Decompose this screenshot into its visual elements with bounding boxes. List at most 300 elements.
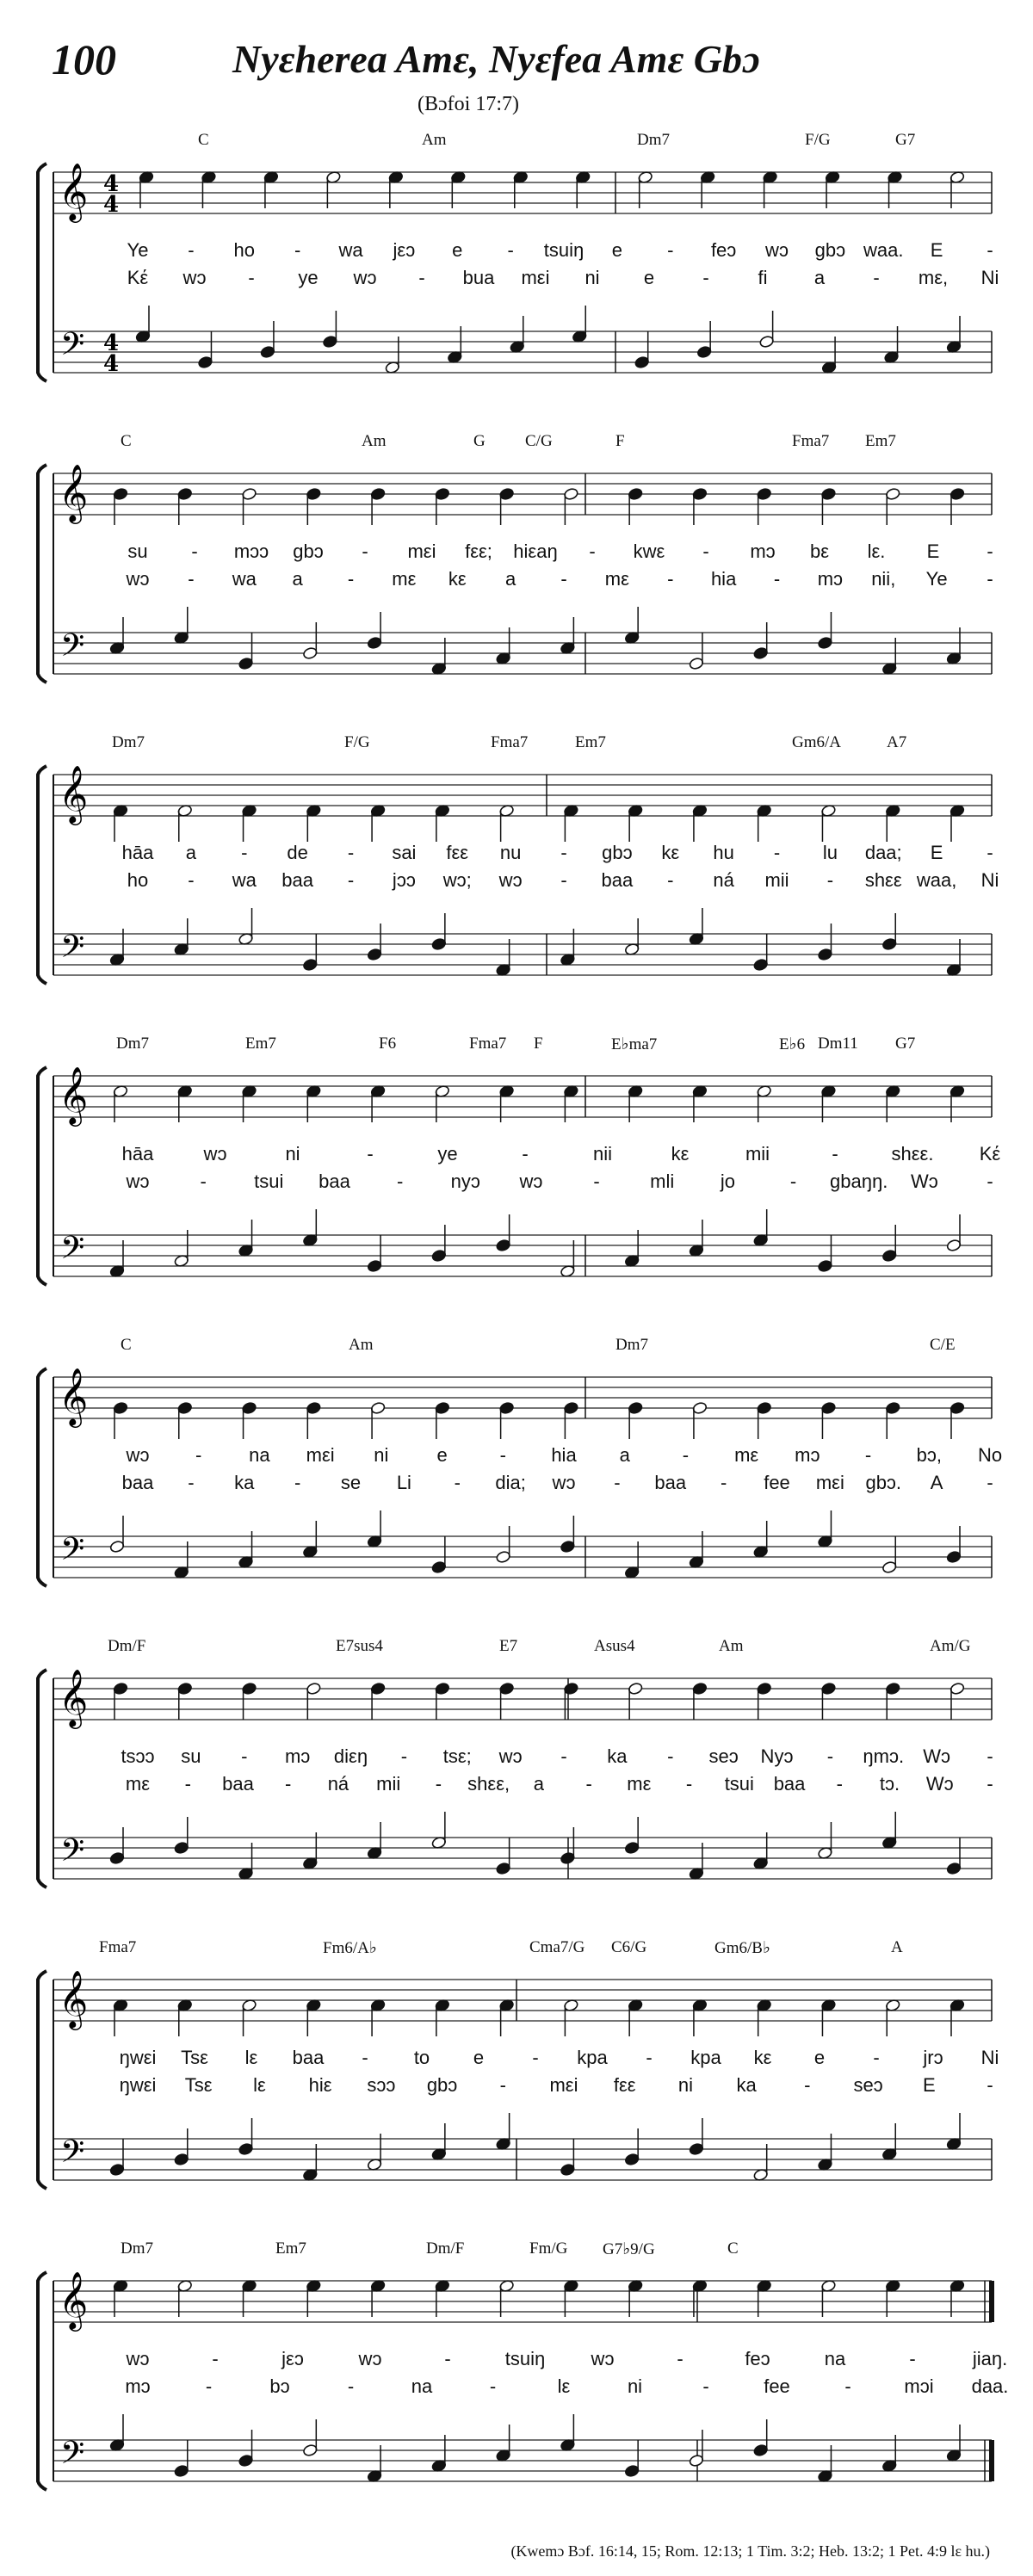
note — [302, 2419, 318, 2457]
lyric-syllable: waa. — [863, 239, 904, 261]
lyric-syllable: wɔ — [498, 869, 523, 891]
lyric-syllable: - — [987, 541, 993, 562]
note — [238, 908, 254, 946]
note — [109, 617, 125, 655]
note — [431, 1536, 447, 1574]
lyric-syllable: kpa — [690, 2047, 721, 2068]
lyric-syllable: bɔ, — [916, 1444, 942, 1466]
lyric-syllable: jεɔ — [393, 239, 416, 261]
note — [113, 804, 128, 842]
lyric-syllable: a — [505, 568, 516, 590]
system-5 — [0, 1334, 1033, 1635]
note — [238, 2118, 254, 2156]
note — [753, 2419, 769, 2457]
lyric-syllable: ná — [327, 1773, 349, 1795]
lyrics-verse-2 — [0, 2074, 1033, 2098]
note — [113, 487, 128, 525]
lyric-syllable: seɔ — [853, 2074, 883, 2096]
lyric-syllable: - — [804, 2074, 811, 2096]
lyric-syllable: jiaŋ. — [972, 2348, 1008, 2369]
system-7 — [0, 1937, 1033, 2238]
lyrics-verse-2 — [0, 1472, 1033, 1496]
note — [496, 2425, 511, 2462]
lyric-syllable: ná — [713, 869, 734, 891]
note — [821, 804, 837, 842]
note — [572, 306, 587, 343]
lyric-syllable: - — [864, 1444, 872, 1466]
lyric-syllable: a — [185, 842, 196, 863]
note — [370, 1998, 386, 2036]
lyrics-verse-1 — [0, 239, 1033, 263]
note — [496, 1526, 511, 1564]
lyric-syllable: - — [702, 267, 709, 288]
lyric-syllable: No — [977, 1444, 1003, 1466]
lyric-syllable: mɔ — [817, 568, 844, 590]
note — [174, 2440, 189, 2478]
lyric-syllable: - — [987, 568, 993, 590]
lyric-syllable: - — [789, 1171, 797, 1192]
note — [113, 1682, 128, 1720]
lyric-syllable: - — [560, 568, 567, 590]
lyric-syllable: gbɔ — [602, 842, 633, 863]
note — [692, 1682, 708, 1720]
note — [306, 1682, 321, 1720]
note — [696, 321, 712, 359]
note — [306, 487, 321, 525]
chord-symbol: Fm6/A♭ — [323, 1939, 377, 1957]
note — [306, 1401, 321, 1439]
note — [949, 1682, 965, 1720]
lyric-syllable: - — [589, 541, 596, 562]
lyric-syllable: diεŋ — [333, 1745, 368, 1767]
note — [302, 622, 318, 660]
lyric-syllable: wɔ — [353, 267, 377, 288]
note — [499, 1401, 515, 1439]
note — [367, 1822, 382, 1860]
chord-symbol: Em7 — [245, 1035, 276, 1053]
lyric-syllable: fee — [764, 2375, 790, 2397]
lyric-syllable: Ye — [925, 568, 948, 590]
chord-symbol: F — [615, 432, 625, 450]
note — [499, 487, 515, 525]
lyric-syllable: - — [593, 1171, 600, 1192]
lyric-syllable: - — [560, 1745, 567, 1767]
note — [367, 612, 382, 650]
note — [563, 1998, 578, 2036]
lyric-syllable: nu — [499, 842, 522, 863]
lyric-syllable: mii — [745, 1143, 770, 1164]
lyric-syllable: fεε — [613, 2074, 636, 2096]
lyric-syllable: mii — [376, 1773, 401, 1795]
lyric-syllable: hāa — [121, 842, 154, 863]
lyric-syllable: Tsε — [184, 2074, 213, 2096]
note — [370, 487, 386, 525]
system-4 — [0, 1033, 1033, 1334]
bass-staff — [53, 934, 992, 975]
treble-clef-icon: 𝄞 — [59, 1367, 89, 1425]
lyric-syllable: ni — [285, 1143, 300, 1164]
lyric-syllable: jɔɔ — [392, 869, 416, 891]
bass-clef-icon: 𝄢 — [60, 1832, 85, 1876]
lyric-syllable: Ni — [980, 267, 999, 288]
lyric-syllable: baa — [292, 2047, 325, 2068]
bass-clef-icon: 𝄢 — [60, 2435, 85, 2479]
note — [177, 804, 193, 842]
lyric-syllable: feɔ — [710, 239, 737, 261]
system-6 — [0, 1635, 1033, 1937]
time-signature-bottom: 4 — [103, 192, 120, 218]
lyric-syllable: kε — [448, 568, 467, 590]
lyric-syllable: - — [560, 842, 567, 863]
note — [431, 1225, 447, 1263]
note — [757, 1998, 772, 2036]
lyrics-verse-1 — [0, 2348, 1033, 2372]
lyric-syllable: wɔ — [182, 267, 207, 288]
lyric-syllable: Wɔ — [910, 1171, 938, 1192]
lyric-syllable: wɔ — [591, 2348, 615, 2369]
lyric-syllable: - — [836, 1773, 843, 1795]
note — [946, 1526, 962, 1564]
treble-staff — [53, 775, 992, 816]
chord-symbol: Em7 — [275, 2239, 306, 2258]
lyric-syllable: gbɔ — [426, 2074, 458, 2096]
lyric-syllable: mεi — [549, 2074, 578, 2096]
lyric-syllable: - — [522, 1143, 529, 1164]
lyric-syllable: Ni — [980, 869, 999, 891]
lyric-syllable: baa — [319, 1171, 350, 1192]
note — [885, 804, 900, 842]
lyric-syllable: mɔ — [750, 541, 776, 562]
lyric-syllable: baa — [654, 1472, 687, 1493]
lyric-syllable: Ye — [127, 239, 149, 261]
lyric-syllable: wɔ — [498, 1745, 523, 1767]
lyric-syllable: lε. — [867, 541, 886, 562]
note — [628, 1682, 643, 1720]
lyric-syllable: hu — [713, 842, 734, 863]
note — [435, 1682, 450, 1720]
lyric-syllable: wa — [232, 869, 257, 891]
lyric-syllable: seɔ — [708, 1745, 739, 1767]
lyric-syllable: Ni — [980, 2047, 999, 2068]
note — [628, 1998, 643, 2036]
lyric-syllable: - — [826, 869, 834, 891]
note — [113, 1401, 128, 1439]
lyric-syllable: sai — [392, 842, 417, 863]
treble-staff — [53, 1980, 992, 2021]
lyric-syllable: Tsε — [181, 2047, 208, 2068]
note — [177, 487, 193, 525]
lyric-syllable: baa — [222, 1773, 254, 1795]
note — [881, 1812, 897, 1850]
note — [496, 2113, 511, 2151]
note — [370, 1682, 386, 1720]
note — [821, 1401, 837, 1439]
chord-symbol: Dm11 — [818, 1035, 858, 1053]
lyric-syllable: wɔ — [358, 2348, 382, 2369]
chord-symbol: Fm/G — [529, 2239, 568, 2258]
chord-symbol: Em7 — [575, 733, 606, 751]
note — [174, 607, 189, 645]
chord-symbol: G7 — [895, 1035, 916, 1053]
lyric-syllable: jεɔ — [281, 2348, 304, 2369]
time-signature-bottom: 4 — [103, 351, 120, 377]
bass-staff — [53, 2139, 992, 2180]
lyric-syllable: wɔ — [203, 1143, 227, 1164]
lyric-syllable: - — [212, 2348, 219, 2369]
lyric-syllable: tɔ. — [879, 1773, 900, 1795]
note — [198, 331, 213, 369]
lyric-syllable: - — [987, 2074, 993, 2096]
lyric-syllable: waa, — [916, 869, 957, 891]
lyric-syllable: - — [200, 1171, 207, 1192]
chord-symbol: Dm7 — [112, 733, 145, 751]
lyric-syllable: - — [909, 2348, 916, 2369]
note — [109, 1516, 125, 1554]
chord-symbol: E♭6 — [779, 1035, 806, 1053]
lyrics-verse-2 — [0, 2375, 1033, 2400]
note — [818, 924, 833, 961]
note — [560, 617, 575, 655]
lyric-syllable: - — [685, 1773, 693, 1795]
lyric-syllable: - — [347, 869, 355, 891]
note — [624, 2128, 640, 2166]
bass-clef-icon: 𝄢 — [60, 1531, 85, 1575]
lyric-syllable: ŋmɔ. — [863, 1745, 905, 1767]
note — [242, 1682, 257, 1720]
note — [238, 2430, 254, 2468]
chord-symbol: C — [121, 1336, 132, 1354]
lyric-syllable: mɔ — [284, 1745, 311, 1767]
note — [367, 1235, 382, 1273]
note — [753, 934, 769, 972]
lyric-syllable: - — [435, 1773, 442, 1795]
note — [302, 934, 318, 972]
bass-staff — [53, 633, 992, 674]
lyric-syllable: de — [287, 842, 308, 863]
note — [174, 918, 189, 956]
note — [302, 1209, 318, 1247]
chord-symbol: C — [727, 2239, 739, 2258]
lyric-syllable: tsε; — [442, 1745, 472, 1767]
note — [689, 2118, 704, 2156]
lyric-syllable: dia; — [495, 1472, 526, 1493]
lyric-syllable: wɔ — [126, 568, 150, 590]
lyric-syllable: kpa — [577, 2047, 608, 2068]
note — [692, 804, 708, 842]
lyric-syllable: mli — [650, 1171, 675, 1192]
lyric-syllable: - — [454, 1472, 461, 1493]
chord-symbol: C/E — [930, 1336, 956, 1354]
note — [563, 1401, 578, 1439]
note — [885, 1401, 900, 1439]
note — [435, 1401, 450, 1439]
chord-symbol: Asus4 — [594, 1637, 635, 1655]
lyric-syllable: bɔ — [269, 2375, 290, 2397]
note — [946, 2425, 962, 2462]
chord-symbol: Dm7 — [116, 1035, 149, 1053]
bass-staff — [53, 1838, 992, 1879]
note — [499, 1682, 515, 1720]
chord-symbol: G7 — [895, 131, 916, 149]
note — [885, 1682, 900, 1720]
lyric-syllable: tsuiŋ — [543, 239, 585, 261]
lyrics-verse-2 — [0, 1171, 1033, 1195]
lyric-syllable: mε — [125, 1773, 151, 1795]
lyric-syllable: ho — [233, 239, 255, 261]
lyric-syllable: mε — [604, 568, 629, 590]
note — [628, 804, 643, 842]
lyric-syllable: wɔ — [519, 1171, 543, 1192]
lyric-syllable: - — [347, 568, 355, 590]
lyric-syllable: - — [188, 239, 195, 261]
lyric-syllable: - — [987, 1773, 993, 1795]
bass-clef-icon: 𝄢 — [60, 627, 85, 671]
lyric-syllable: se — [340, 1472, 362, 1493]
lyric-syllable: su — [127, 541, 148, 562]
lyric-syllable: fee — [764, 1472, 790, 1493]
note — [689, 1220, 704, 1257]
lyric-syllable: - — [195, 1444, 202, 1466]
lyric-syllable: mεi — [521, 267, 550, 288]
note — [692, 1401, 708, 1439]
lyric-syllable: - — [205, 2375, 213, 2397]
lyric-syllable: wɔ; — [442, 869, 472, 891]
treble-staff — [53, 1678, 992, 1720]
lyric-syllable: ho — [127, 869, 149, 891]
lyric-syllable: Nyɔ — [760, 1745, 794, 1767]
note — [367, 1510, 382, 1548]
lyric-syllable: - — [987, 239, 993, 261]
note — [174, 2128, 189, 2166]
note — [370, 804, 386, 842]
note — [818, 1822, 833, 1860]
note — [949, 487, 965, 525]
scripture-reference: (Bɔfoi 17:7) — [418, 93, 519, 115]
treble-clef-icon: 𝄞 — [59, 1066, 89, 1124]
lyric-syllable: wa — [232, 568, 257, 590]
note — [563, 1682, 578, 1720]
lyric-syllable: na — [411, 2375, 433, 2397]
footer-references: (Kwemɔ Bɔf. 16:14, 15; Rom. 12:13; 1 Tim. 3:2; Heb. 13:2; 1 Pet. 4:9 lε hu.) — [510, 2542, 990, 2560]
note — [757, 1682, 772, 1720]
lyric-syllable: ni — [374, 1444, 389, 1466]
lyric-syllable: gbɔ — [293, 541, 324, 562]
note — [821, 1998, 837, 2036]
lyric-syllable: - — [184, 1773, 191, 1795]
lyric-syllable: hia — [551, 1444, 577, 1466]
chord-symbol: Am — [349, 1336, 374, 1354]
bass-staff — [53, 331, 992, 373]
lyric-syllable: shεε — [864, 869, 902, 891]
lyric-syllable: fεε — [446, 842, 469, 863]
lyric-syllable: a — [813, 267, 826, 288]
chord-symbol: C — [121, 432, 132, 450]
note — [260, 321, 275, 359]
note — [628, 1401, 643, 1439]
lyric-syllable: wɔ — [552, 1472, 576, 1493]
note — [624, 2440, 640, 2478]
lyric-syllable: - — [702, 2375, 709, 2397]
lyrics-verse-1 — [0, 842, 1033, 866]
lyrics-verse-1 — [0, 1745, 1033, 1770]
note — [757, 804, 772, 842]
note — [881, 1225, 897, 1263]
note — [624, 607, 640, 645]
lyric-syllable: E — [926, 541, 940, 562]
lyrics-verse-2 — [0, 267, 1033, 291]
chord-symbol: Cma7/G — [529, 1938, 585, 1956]
lyric-syllable: - — [987, 842, 993, 863]
lyric-syllable: kε — [661, 842, 680, 863]
lyric-syllable: jo — [720, 1171, 735, 1192]
lyric-syllable: nii, — [871, 568, 896, 590]
chord-symbol: G — [473, 432, 486, 450]
lyric-syllable: mɔ — [125, 2375, 151, 2397]
note — [885, 1998, 900, 2036]
lyric-syllable: e — [473, 2047, 485, 2068]
lyric-syllable: ka — [234, 1472, 255, 1493]
time-signature-top: 4 — [103, 171, 120, 197]
system-2 — [0, 430, 1033, 732]
lyric-syllable: mii — [764, 869, 789, 891]
lyric-syllable: kε — [753, 2047, 772, 2068]
note — [135, 306, 151, 343]
lyrics-verse-2 — [0, 869, 1033, 893]
lyric-syllable: ŋwεi — [119, 2074, 157, 2096]
note — [431, 2123, 447, 2161]
system-1 — [0, 129, 1033, 430]
lyric-syllable: wa — [338, 239, 363, 261]
treble-staff — [53, 1076, 992, 1117]
lyric-syllable: - — [702, 541, 709, 562]
note — [946, 1214, 962, 1252]
lyric-syllable: lε — [557, 2375, 571, 2397]
treble-clef-icon: 𝄞 — [59, 2270, 89, 2329]
lyric-syllable: mε — [392, 568, 417, 590]
lyric-syllable: tsui — [724, 1773, 754, 1795]
lyric-syllable: a — [619, 1444, 630, 1466]
lyric-syllable: - — [294, 239, 301, 261]
note — [946, 1838, 962, 1875]
lyric-syllable: - — [499, 2074, 506, 2096]
lyric-syllable: - — [873, 2047, 880, 2068]
lyric-syllable: lu — [822, 842, 838, 863]
chord-symbol: Em7 — [865, 432, 896, 450]
chord-symbol: F/G — [344, 733, 370, 751]
note — [435, 1998, 450, 2036]
note — [177, 1998, 193, 2036]
note — [496, 1214, 511, 1252]
note — [634, 331, 650, 369]
note — [177, 1682, 193, 1720]
lyric-syllable: - — [347, 842, 355, 863]
treble-clef-icon: 𝄞 — [59, 463, 89, 522]
lyric-syllable: ye — [437, 1143, 458, 1164]
note — [818, 1510, 833, 1548]
note — [689, 908, 704, 946]
note — [560, 1516, 575, 1554]
note — [881, 1536, 897, 1574]
lyric-syllable: ni — [585, 267, 600, 288]
chord-symbol: E7 — [499, 1637, 518, 1655]
lyric-syllable: kwε — [633, 541, 665, 562]
note — [949, 1401, 965, 1439]
lyric-syllable: e — [611, 239, 622, 261]
lyric-syllable: Wɔ — [925, 1773, 954, 1795]
chord-symbol: Dm7 — [121, 2239, 153, 2258]
lyric-syllable: - — [248, 267, 255, 288]
treble-clef-icon: 𝄞 — [59, 162, 89, 220]
